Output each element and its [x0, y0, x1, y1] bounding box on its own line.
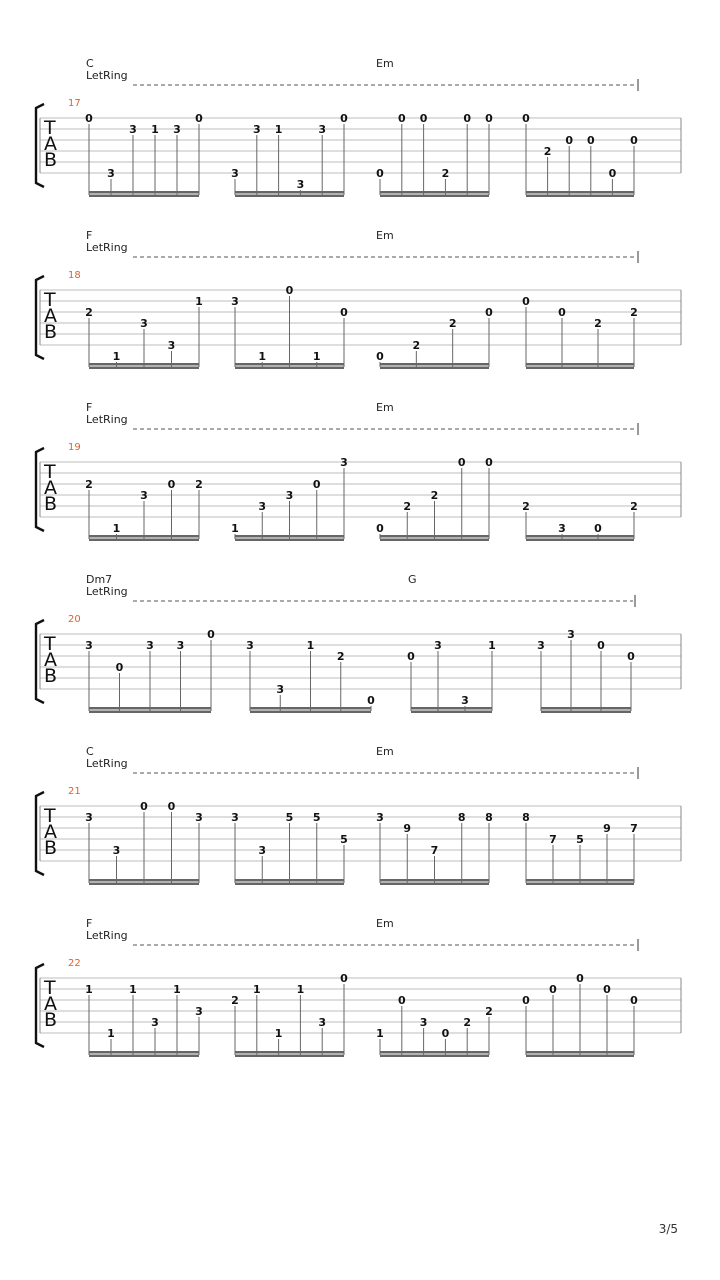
chord-label: G — [408, 573, 417, 586]
tab-clef-letter: T — [44, 805, 56, 827]
fret-number: 0 — [485, 112, 493, 125]
fret-number: 8 — [485, 811, 493, 824]
tab-clef-letter: T — [44, 633, 56, 655]
fret-number: 1 — [296, 983, 305, 996]
fret-number: 0 — [549, 983, 557, 996]
fret-number: 2 — [448, 317, 457, 330]
beam-secondary — [89, 883, 199, 886]
fret-number: 0 — [522, 994, 530, 1007]
fret-number: 2 — [336, 650, 345, 663]
beam-primary — [411, 707, 492, 710]
tab-system-21 — [36, 745, 681, 885]
beam-primary — [526, 363, 634, 366]
fret-number: 1 — [112, 350, 121, 363]
fret-number: 1 — [306, 639, 315, 652]
fret-number: 0 — [485, 456, 493, 469]
fret-number: 3 — [318, 123, 327, 136]
fret-number: 0 — [522, 112, 530, 125]
beam-primary — [89, 707, 211, 710]
beam-primary — [250, 707, 371, 710]
let-ring-label: LetRing — [86, 757, 128, 770]
fret-number: 2 — [594, 317, 602, 330]
let-ring-label: LetRing — [86, 929, 128, 942]
tab-clef-letter: A — [44, 133, 57, 155]
tab-clef-letter: T — [44, 461, 56, 483]
beam-secondary — [89, 711, 211, 714]
fret-number: 2 — [463, 1016, 472, 1029]
beam-primary — [235, 879, 344, 882]
fret-number: 1 — [112, 522, 121, 535]
fret-number: 1 — [252, 983, 261, 996]
fret-number: 0 — [115, 661, 124, 674]
fret-number: 3 — [167, 339, 176, 352]
fret-number: 0 — [485, 306, 493, 319]
let-ring-label: LetRing — [86, 241, 128, 254]
fret-number: 0 — [340, 112, 348, 125]
tab-system-18 — [36, 229, 681, 369]
tab-clef-letter: A — [44, 477, 57, 499]
fret-number: 0 — [376, 350, 384, 363]
fret-number: 1 — [195, 295, 203, 308]
beam-primary — [380, 1051, 489, 1054]
fret-number: 0 — [367, 694, 375, 707]
fret-number: 3 — [140, 489, 148, 502]
fret-number: 2 — [403, 500, 412, 513]
fret-number: 7 — [549, 833, 557, 846]
fret-number: 0 — [167, 478, 176, 491]
fret-number: 3 — [151, 1016, 159, 1029]
fret-number: 3 — [558, 522, 566, 535]
tab-clef-letter: T — [44, 977, 56, 999]
fret-number: 2 — [85, 478, 93, 491]
fret-number: 3 — [246, 639, 254, 652]
fret-number: 1 — [376, 1027, 384, 1040]
beam-primary — [89, 535, 199, 538]
fret-number: 0 — [576, 972, 584, 985]
tab-system-22 — [36, 917, 681, 1057]
fret-number: 1 — [151, 123, 159, 136]
tab-clef-letter: T — [44, 117, 56, 139]
fret-number: 3 — [112, 844, 121, 857]
measure-number: 17 — [68, 98, 81, 109]
tab-clef-letter: A — [44, 649, 57, 671]
tab-clef-letter: B — [44, 321, 58, 343]
fret-number: 1 — [312, 350, 321, 363]
beam-primary — [235, 1051, 344, 1054]
fret-number: 2 — [430, 489, 439, 502]
measure-number: 18 — [68, 270, 81, 281]
fret-number: 0 — [441, 1027, 450, 1040]
fret-number: 3 — [231, 167, 239, 180]
fret-number: 0 — [340, 306, 348, 319]
beam-secondary — [380, 539, 489, 542]
beam-primary — [89, 879, 199, 882]
fret-number: 5 — [285, 811, 294, 824]
fret-number: 0 — [457, 456, 466, 469]
beam-primary — [380, 191, 489, 194]
fret-number: 1 — [129, 983, 137, 996]
fret-number: 1 — [231, 522, 239, 535]
fret-number: 0 — [376, 522, 384, 535]
fret-number: 0 — [608, 167, 617, 180]
beam-secondary — [541, 711, 631, 714]
fret-number: 3 — [140, 317, 148, 330]
chord-label: Em — [376, 917, 394, 930]
fret-number: 7 — [630, 822, 638, 835]
measure-number: 20 — [68, 614, 81, 625]
fret-number: 0 — [167, 800, 176, 813]
fret-number: 9 — [403, 822, 412, 835]
fret-number: 0 — [85, 112, 93, 125]
measure-number: 19 — [68, 442, 81, 453]
fret-number: 1 — [85, 983, 93, 996]
fret-number: 9 — [603, 822, 611, 835]
fret-number: 0 — [376, 167, 384, 180]
fret-number: 0 — [312, 478, 321, 491]
beam-secondary — [235, 195, 344, 198]
beam-primary — [235, 191, 344, 194]
tab-clef-letter: B — [44, 837, 58, 859]
beam-primary — [541, 707, 631, 710]
tab-clef-letter: A — [44, 993, 57, 1015]
chord-label: C — [86, 745, 94, 758]
tab-system-19 — [36, 401, 681, 541]
tab-clef-letter: T — [44, 289, 56, 311]
fret-number: 1 — [488, 639, 496, 652]
fret-number: 3 — [129, 123, 137, 136]
fret-number: 0 — [397, 994, 406, 1007]
fret-number: 1 — [173, 983, 181, 996]
beam-primary — [235, 363, 344, 366]
beam-secondary — [235, 1055, 344, 1058]
fret-number: 3 — [258, 844, 267, 857]
fret-number: 5 — [312, 811, 321, 824]
chord-label: Em — [376, 401, 394, 414]
beam-primary — [235, 535, 344, 538]
fret-number: 0 — [558, 306, 566, 319]
fret-number: 5 — [340, 833, 348, 846]
beam-secondary — [526, 539, 634, 542]
fret-number: 8 — [457, 811, 466, 824]
fret-number: 3 — [434, 639, 442, 652]
beam-primary — [526, 191, 634, 194]
fret-number: 0 — [397, 112, 406, 125]
fret-number: 3 — [195, 811, 203, 824]
fret-number: 3 — [231, 295, 239, 308]
fret-number: 5 — [576, 833, 584, 846]
chord-label: F — [86, 917, 93, 930]
fret-number: 0 — [285, 284, 294, 297]
beam-primary — [89, 363, 199, 366]
fret-number: 3 — [340, 456, 348, 469]
fret-number: 3 — [285, 489, 294, 502]
fret-number: 3 — [567, 628, 575, 641]
fret-number: 0 — [630, 994, 638, 1007]
fret-number: 1 — [258, 350, 267, 363]
fret-number: 3 — [231, 811, 239, 824]
fret-number: 0 — [597, 639, 605, 652]
fret-number: 3 — [85, 639, 93, 652]
page-number: 3/5 — [658, 1222, 678, 1236]
beam-secondary — [380, 1055, 489, 1058]
beam-secondary — [235, 883, 344, 886]
fret-number: 2 — [441, 167, 450, 180]
fret-number: 2 — [85, 306, 93, 319]
beam-secondary — [526, 367, 634, 370]
tab-system-17 — [36, 57, 681, 197]
fret-number: 3 — [276, 683, 285, 696]
measure-number: 21 — [68, 786, 81, 797]
fret-number: 0 — [603, 983, 611, 996]
tab-clef-letter: B — [44, 493, 58, 515]
fret-number: 0 — [594, 522, 602, 535]
fret-number: 2 — [630, 500, 638, 513]
fret-number: 0 — [340, 972, 348, 985]
chord-label: F — [86, 229, 93, 242]
beam-primary — [89, 191, 199, 194]
fret-number: 2 — [195, 478, 203, 491]
fret-number: 0 — [463, 112, 472, 125]
beam-secondary — [411, 711, 492, 714]
fret-number: 3 — [252, 123, 261, 136]
fret-number: 2 — [630, 306, 638, 319]
beam-primary — [380, 879, 489, 882]
beam-secondary — [89, 367, 199, 370]
beam-primary — [526, 535, 634, 538]
tab-clef-letter: A — [44, 821, 57, 843]
fret-number: 0 — [522, 295, 530, 308]
fret-number: 3 — [318, 1016, 327, 1029]
beam-secondary — [380, 883, 489, 886]
fret-number: 0 — [586, 134, 595, 147]
beam-secondary — [380, 367, 489, 370]
chord-label: Em — [376, 229, 394, 242]
let-ring-label: LetRing — [86, 413, 128, 426]
fret-number: 0 — [207, 628, 215, 641]
tab-clef-letter: B — [44, 665, 58, 687]
beam-primary — [526, 879, 634, 882]
fret-number: 3 — [537, 639, 545, 652]
fret-number: 2 — [485, 1005, 493, 1018]
fret-number: 3 — [176, 639, 185, 652]
fret-number: 0 — [630, 134, 638, 147]
chord-label: F — [86, 401, 93, 414]
fret-number: 3 — [173, 123, 181, 136]
beam-secondary — [526, 195, 634, 198]
tab-clef-letter: B — [44, 1009, 58, 1031]
beam-primary — [380, 535, 489, 538]
fret-number: 2 — [231, 994, 239, 1007]
fret-number: 0 — [627, 650, 635, 663]
beam-primary — [526, 1051, 634, 1054]
fret-number: 2 — [522, 500, 530, 513]
fret-number: 3 — [296, 178, 305, 191]
fret-number: 3 — [376, 811, 384, 824]
tab-clef-letter: B — [44, 149, 58, 171]
beam-secondary — [235, 367, 344, 370]
chord-label: Em — [376, 745, 394, 758]
fret-number: 8 — [522, 811, 530, 824]
fret-number: 2 — [543, 145, 552, 158]
let-ring-label: LetRing — [86, 69, 128, 82]
fret-number: 0 — [140, 800, 148, 813]
fret-number: 3 — [146, 639, 154, 652]
tab-clef-letter: A — [44, 305, 57, 327]
fret-number: 3 — [419, 1016, 428, 1029]
beam-primary — [89, 1051, 199, 1054]
fret-number: 1 — [274, 123, 283, 136]
beam-primary — [380, 363, 489, 366]
beam-secondary — [89, 1055, 199, 1058]
beam-secondary — [526, 1055, 634, 1058]
fret-number: 3 — [195, 1005, 203, 1018]
beam-secondary — [250, 711, 371, 714]
beam-secondary — [89, 195, 199, 198]
fret-number: 0 — [565, 134, 574, 147]
fret-number: 1 — [274, 1027, 283, 1040]
let-ring-label: LetRing — [86, 585, 128, 598]
measure-number: 22 — [68, 958, 81, 969]
beam-secondary — [380, 195, 489, 198]
fret-number: 1 — [107, 1027, 115, 1040]
beam-secondary — [526, 883, 634, 886]
beam-secondary — [235, 539, 344, 542]
fret-number: 3 — [107, 167, 115, 180]
fret-number: 0 — [419, 112, 428, 125]
chord-label: Dm7 — [86, 573, 113, 586]
fret-number: 3 — [461, 694, 469, 707]
fret-number: 3 — [85, 811, 93, 824]
fret-number: 0 — [407, 650, 415, 663]
tab-system-20 — [36, 573, 681, 713]
fret-number: 7 — [430, 844, 439, 857]
fret-number: 3 — [258, 500, 267, 513]
chord-label: C — [86, 57, 94, 70]
beam-secondary — [89, 539, 199, 542]
chord-label: Em — [376, 57, 394, 70]
fret-number: 2 — [412, 339, 421, 352]
fret-number: 0 — [195, 112, 203, 125]
